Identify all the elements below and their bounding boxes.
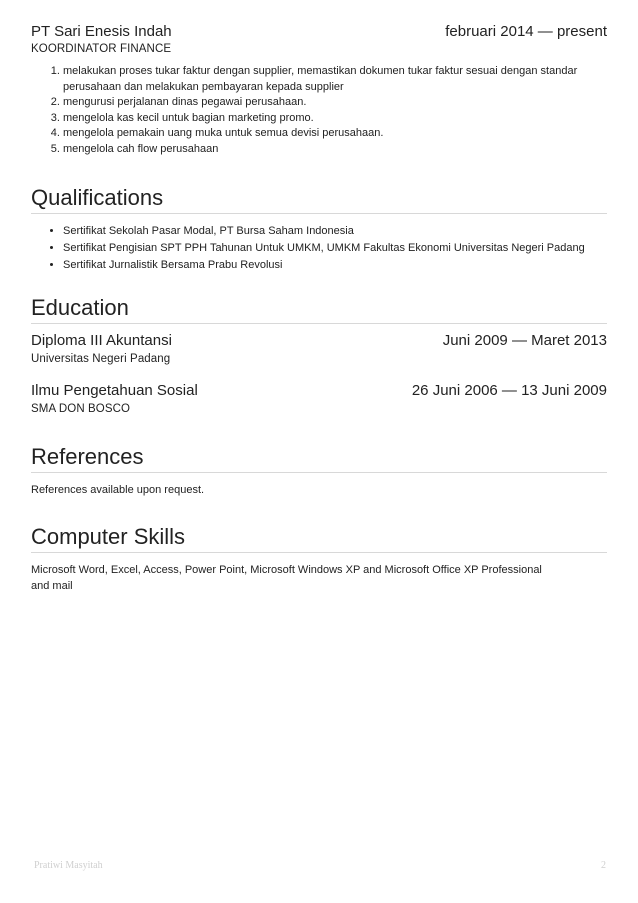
education-entry (31, 332, 607, 365)
degree-name: Diploma III Akuntansi (31, 332, 172, 349)
list-item: 1. melakukan proses tukar faktur dengan supplier, memastikan dokumen tukar faktur sesuai dengan standar perusahaan dan melakukan pembayaran kepada supplier (63, 64, 583, 95)
skills-line: and mail (31, 580, 73, 592)
degree-name: Ilmu Pengetahuan Sosial (31, 382, 198, 399)
footer-name: Pratiwi Masyitah (34, 860, 103, 871)
work-header (31, 23, 607, 40)
section-title-education: Education (31, 295, 607, 324)
computer-skills-section (31, 524, 607, 594)
school-name: SMA DON BOSCO (31, 403, 131, 415)
page-number: 2 (601, 860, 606, 871)
job-position: KOORDINATOR FINANCE (31, 43, 172, 55)
list-item: 4. mengelola pemakain uang muka untuk semua devisi perusahaan. (63, 126, 583, 142)
qualifications-list (31, 223, 607, 274)
education-dates: 26 Juni 2006 — 13 Juni 2009 (411, 382, 607, 399)
education-section (31, 295, 607, 415)
section-title-computer-skills: Computer Skills (31, 524, 607, 553)
list-item: 2. mengurusi perjalanan dinas pegawai perusahaan. (63, 95, 583, 111)
section-title-qualifications: Qualifications (31, 185, 607, 214)
education-dates: Juni 2009 — Maret 2013 (442, 332, 607, 349)
list-item: • Sertifikat Jurnalistik Bersama Prabu Revolusi (63, 257, 607, 274)
duties-list (31, 64, 583, 157)
references-section (31, 444, 607, 498)
school-name: Universitas Negeri Padang (31, 353, 171, 365)
skills-line: Microsoft Word, Excel, Access, Power Point, Microsoft Windows XP and Microsoft Office XP Professional (31, 564, 542, 576)
list-item: 3. mengelola kas kecil untuk bagian marketing promo. (63, 111, 583, 127)
education-entry (31, 382, 607, 415)
list-item: 5. mengelola cah flow perusahaan (63, 142, 583, 158)
list-item: • Sertifikat Pengisian SPT PPH Tahunan Untuk UMKM, UMKM Fakultas Ekonomi Universitas Negeri Padang (63, 240, 607, 257)
qualifications-section (31, 185, 607, 274)
references-text: References available upon request. (31, 484, 205, 496)
list-item: • Sertifikat Sekolah Pasar Modal, PT Bursa Saham Indonesia (63, 223, 607, 240)
work-dates: februari 2014 — present (445, 23, 607, 40)
work-entry (31, 23, 607, 157)
computer-skills-text (31, 562, 607, 594)
company-name: PT Sari Enesis Indah (31, 23, 172, 40)
section-title-references: References (31, 444, 607, 473)
